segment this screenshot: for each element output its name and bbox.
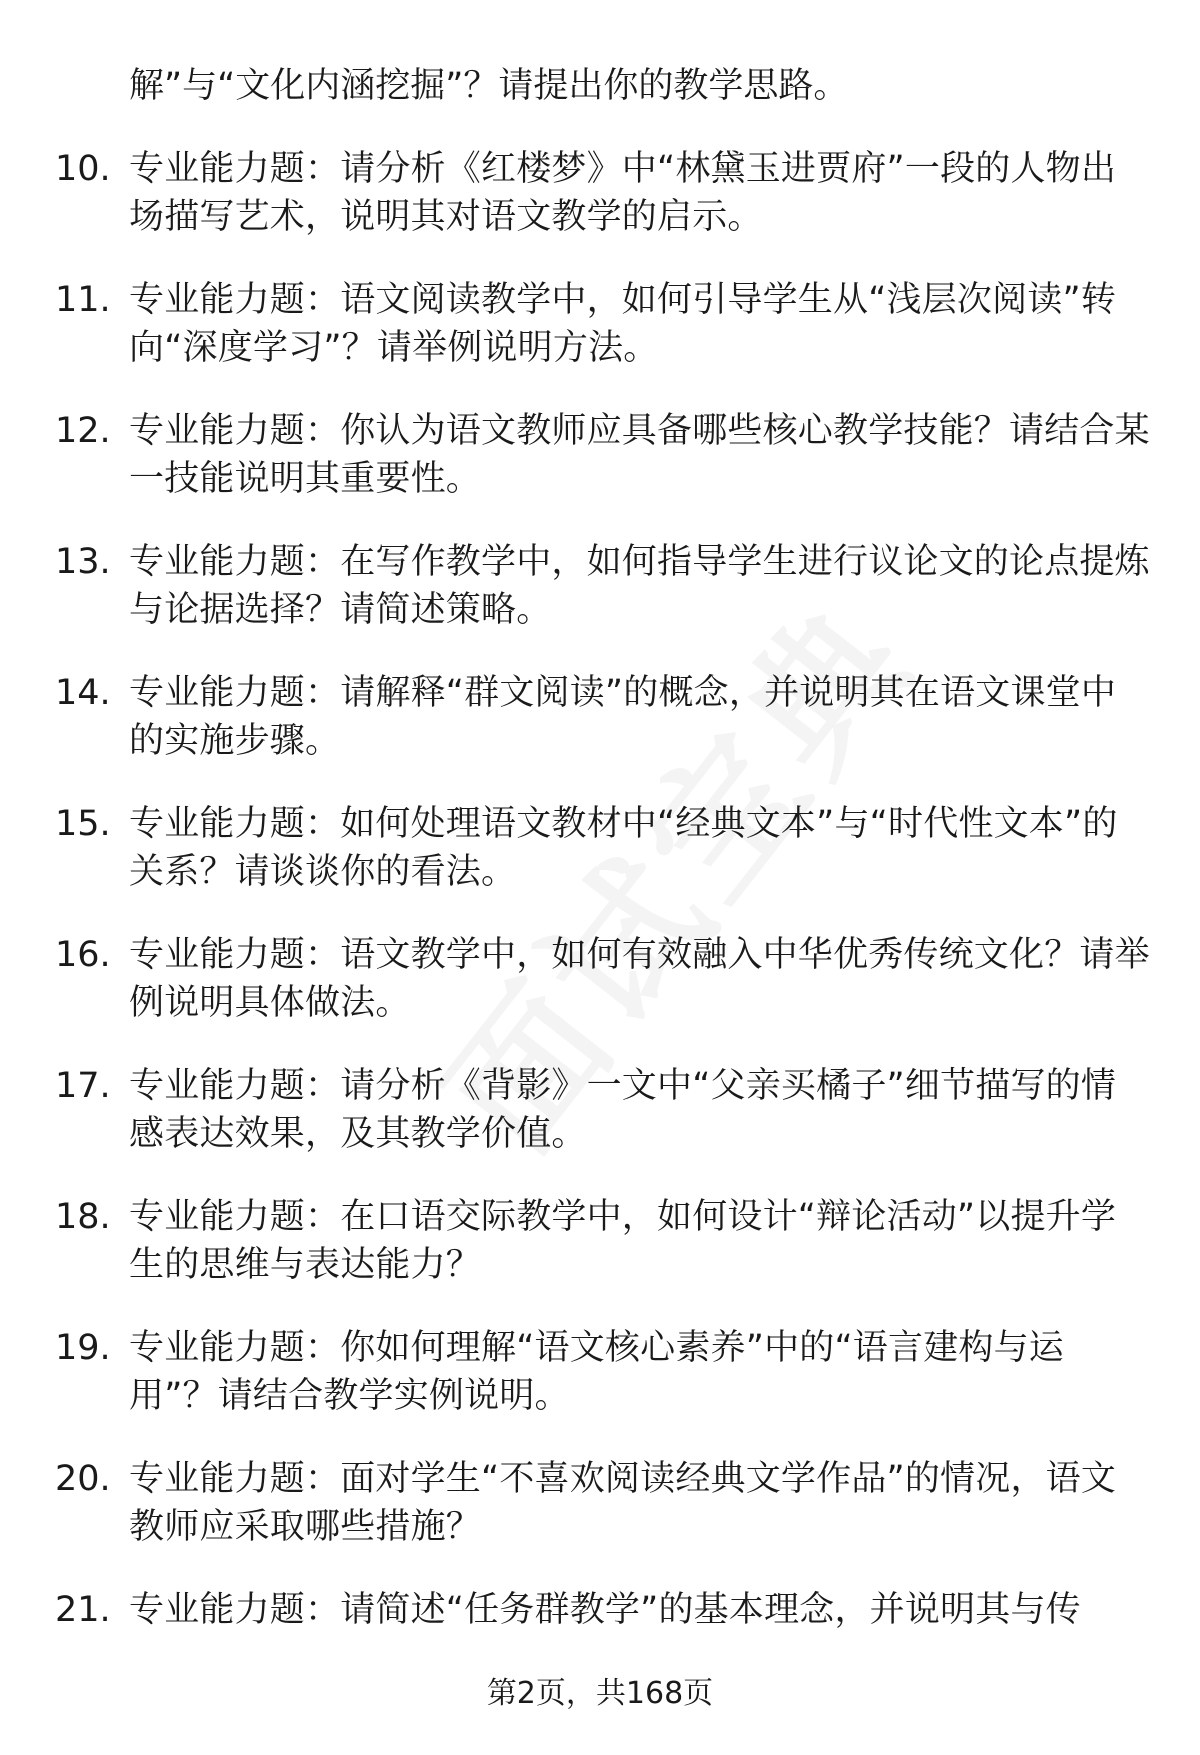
- question-number: 16.: [55, 935, 111, 975]
- question-text: 专业能力题：请简述“任务群教学”的基本理念，并说明其与传: [129, 1590, 1081, 1630]
- question-item-16: [0, 931, 1200, 1027]
- question-number: 15.: [55, 804, 111, 844]
- question-text: 专业能力题：如何处理语文教材中“经典文本”与“时代性文本”的关系？请谈谈你的看法。: [129, 804, 1118, 892]
- question-text: 专业能力题：请分析《红楼梦》中“林黛玉进贾府”一段的人物出场描写艺术，说明其对语文教学的启示。: [129, 149, 1117, 237]
- question-text: 专业能力题：请解释“群文阅读”的概念，并说明其在语文课堂中的实施步骤。: [129, 673, 1117, 761]
- question-text: 专业能力题：面对学生“不喜欢阅读经典文学作品”的情况，语文教师应采取哪些措施？: [129, 1459, 1117, 1547]
- page-number: 第2页，共168页: [486, 1676, 714, 1711]
- question-text: 专业能力题：请分析《背影》一文中“父亲买橘子”细节描写的情感表达效果，及其教学价值。: [129, 1066, 1117, 1154]
- question-number: 13.: [55, 542, 111, 582]
- question-item-21: [0, 1586, 1200, 1634]
- question-item-14: [0, 669, 1200, 765]
- question-number: 11.: [55, 280, 111, 320]
- question-number: 21.: [55, 1590, 111, 1630]
- question-item-12: [0, 407, 1200, 503]
- question-text: 专业能力题：你认为语文教师应具备哪些核心教学技能？请结合某一技能说明其重要性。: [129, 411, 1150, 499]
- question-number: 14.: [55, 673, 111, 713]
- question-item-11: [0, 276, 1200, 372]
- question-text: 专业能力题：在写作教学中，如何指导学生进行议论文的论点提炼与论据选择？请简述策略。: [129, 542, 1150, 630]
- question-item-15: [0, 800, 1200, 896]
- question-text: 专业能力题：在口语交际教学中，如何设计“辩论活动”以提升学生的思维与表达能力？: [129, 1197, 1117, 1285]
- question-item-19: [0, 1324, 1200, 1420]
- question-number: 17.: [55, 1066, 111, 1106]
- question-number: 10.: [55, 149, 111, 189]
- question-item-20: [0, 1455, 1200, 1551]
- question-number: 20.: [55, 1459, 111, 1499]
- continued-question-text: 解”与“文化内涵挖掘”？请提出你的教学思路。: [129, 66, 849, 106]
- question-list: [0, 62, 1200, 1669]
- question-text: 专业能力题：你如何理解“语文核心素养”中的“语言建构与运用”？请结合教学实例说明。: [129, 1328, 1064, 1416]
- question-number: 18.: [55, 1197, 111, 1237]
- question-item-10: [0, 145, 1200, 241]
- question-number: 12.: [55, 411, 111, 451]
- question-text: 专业能力题：语文阅读教学中，如何引导学生从“浅层次阅读”转向“深度学习”？请举例说明方法。: [129, 280, 1117, 368]
- question-item-13: [0, 538, 1200, 634]
- question-item-17: [0, 1062, 1200, 1158]
- question-number: 19.: [55, 1328, 111, 1368]
- question-item-18: [0, 1193, 1200, 1289]
- question-text: 专业能力题：语文教学中，如何有效融入中华优秀传统文化？请举例说明具体做法。: [129, 935, 1150, 1023]
